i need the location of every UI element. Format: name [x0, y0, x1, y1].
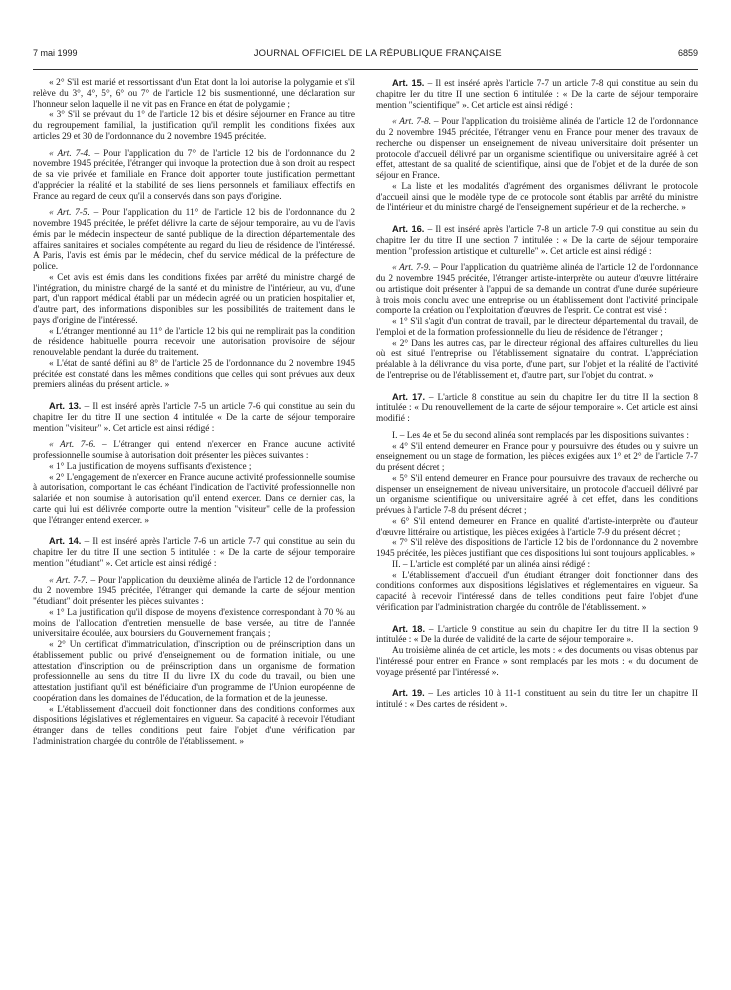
paragraph — [376, 224, 698, 257]
paragraph-text: « 2° L'engagement de n'exercer en France aucune activité professionnelle soumise à autorisation, comportant le cas échéant l'indication de l'activité professionnelle non salariée et non soumise à autorisation qu'il entend exercer. Dans ce dernier cas, la carte qui lui est délivrée comporte outre la mention "visiteur" celle de la profession que l'étranger entend exercer. » — [33, 472, 355, 526]
paragraph — [376, 339, 698, 382]
paragraph-text: – Il est inséré après l'article 7-6 un article 7-7 qui constitue au sein du chapitre Ier du titre II une section 5 intitulée : « De la carte de séjour temporaire mention "étudiant" ». Cet article est ainsi rédigé : — [33, 537, 355, 569]
paragraph — [33, 359, 355, 391]
paragraph — [376, 571, 698, 614]
paragraph-text: Au troisième alinéa de cet article, les mots : « des documents ou visas obtenus par l'intéressé pour entrer en France » sont remplacés par les mots : « du document de voyage présenté par l'intéressé ». — [376, 646, 698, 678]
paragraph — [376, 442, 698, 474]
paragraph — [33, 608, 355, 640]
paragraph — [33, 536, 355, 569]
paragraph — [376, 474, 698, 517]
paragraph — [33, 440, 355, 462]
paragraph-text: « 1° La justification qu'il dispose de moyens d'existence correspondant à 70 % au moins de l'allocation d'entretien mensuelle de base versée, au titre de l'année universitaire écoulée, aux boursiers du Gouvernement français ; — [33, 607, 355, 640]
paragraph-text: I. – Les 4e et 5e du second alinéa sont remplacés par les dispositions suivantes : — [392, 430, 689, 441]
article-heading: Art. 14. — [49, 536, 82, 547]
paragraph-text: – Pour l'application du deuxième alinéa de l'article 12 de l'ordonnance du 2 novembre 1945 précitée, l'étranger qui demande la carte de séjour mention "étudiant" doit présenter les pièces suivantes : — [33, 575, 355, 607]
paragraph-text: « Cet avis est émis dans les conditions fixées par arrêté du ministre chargé de l'intégration, du ministre chargé de la santé et du ministre de l'intérieur, au vu, d'une part, d'un rapport médical établi par un médecin agréé ou un praticien hospitalier et, d'autre part, des informations disponibles sur les possibilités de traitement dans le pays d'origine de l'intéressé. — [33, 272, 355, 326]
paragraph — [376, 560, 698, 571]
paragraph — [33, 705, 355, 748]
paragraph — [376, 182, 698, 214]
paragraph-text: « 2° Un certificat d'immatriculation, d'inscription ou de préinscription dans un établissement public ou privé d'enseignement ou de formation initiale, ou une attestation d'inscription ou de préinscription dans un organisme de formation professionnelle au sens du titre II du livre IX du code du travail, ou bien une attestation justifiant qu'il est bénéficiaire d'un programme de l'Union européenne de coopération dans les domaines de l'éducation, de la formation et de la jeunesse. — [33, 640, 355, 704]
paragraph-text: – Il est inséré après l'article 7-7 un article 7-8 qui constitue au sein du chapitre Ier du titre II une section 6 intitulée : « De la carte de séjour temporaire mention "scientifique" ». Cet article est ainsi rédigé : — [376, 79, 698, 111]
paragraph-text: « 6° S'il entend demeurer en France en qualité d'artiste-interprète ou d'auteur d'œuvre littéraire ou artistique, les pièces exigées à l'article 7-9 du présent décret ; — [376, 516, 698, 538]
paragraph-text: « L'établissement d'accueil doit fonctionner dans des conditions conformes aux dispositions législatives et réglementaires en vigueur. Sa capacité à recevoir l'étudiant étranger dans de telles conditions peut faire l'objet d'une vérification par l'administration chargée du contrôle de l'établissement. » — [33, 704, 355, 747]
left-column — [33, 78, 355, 748]
article-lead: « Art. 7-5. — [49, 208, 90, 219]
text-columns — [33, 78, 698, 748]
paragraph — [33, 273, 355, 327]
paragraph — [33, 327, 355, 359]
paragraph-text: « 1° La justification de moyens suffisants d'existence ; — [49, 461, 252, 472]
paragraph — [376, 624, 698, 647]
paragraph-text: – Il est inséré après l'article 7-5 un article 7-6 qui constitue au sein du chapitre Ier du titre II une section 4 intitulée « De la carte de séjour temporaire mention "visiteur" ». Cet article est ainsi rédigé : — [33, 402, 355, 434]
paragraph — [376, 646, 698, 678]
paragraph — [33, 640, 355, 705]
paragraph-text: « L'état de santé défini au 8° de l'article 25 de l'ordonnance du 2 novembre 1945 précitée est constaté dans les mêmes conditions que celles qui sont prévues aux deux premiers alinéas du présent article. » — [33, 358, 355, 391]
paragraph — [33, 110, 355, 142]
article-heading: Art. 17. — [392, 391, 426, 402]
paragraph-text: « La liste et les modalités d'agrément des organismes délivrant le protocole d'accueil ainsi que le modèle type de ce protocole sont établis par arrêté du ministre de l'intérieur et du ministre chargé de l'enseignement supérieur et de la recherche. » — [376, 181, 698, 214]
paragraph — [376, 392, 698, 425]
paragraph — [33, 473, 355, 527]
paragraph — [33, 78, 355, 110]
paragraph-text: « 5° S'il entend demeurer en France pour poursuivre des travaux de recherche ou dispenser un enseignement de niveau universitaire, un protocole d'accueil délivré par un organisme scientifique ou universitaire agréé à cet effet, dans les conditions prévues à l'article 7-8 du présent décret ; — [376, 473, 698, 516]
page-header — [33, 0, 698, 70]
article-lead: « Art. 7-6. — [49, 440, 96, 451]
paragraph — [33, 208, 355, 273]
paragraph — [376, 317, 698, 339]
paragraph-text: « L'étranger mentionné au 11° de l'article 12 bis qui ne remplirait pas la condition de résidence habituelle pourra recevoir une autorisation provisoire de séjour renouvelable pendant la durée du traitement. — [33, 326, 355, 358]
paragraph-text: – Pour l'application du quatrième alinéa de l'article 12 de l'ordonnance du 2 novembre 1945 précitée, l'étranger artiste-interprète ou auteur d'œuvre littéraire ou artistique doit présenter à l'appui de sa demande un contrat d'une durée supérieure à trois mois conclu avec une entreprise ou un établissement dont l'activité principale comporte la création ou l'exploitation d'œuvres de l'esprit. Ce contrat est visé : — [376, 263, 698, 317]
paragraph-text: – L'article 8 constitue au sein du chapitre Ier du titre II la section 8 intitulée : « Du renouvellement de la carte de séjour temporaire ». Cet article est ainsi modifié : — [376, 392, 698, 424]
paragraph-text: « 7° S'il relève des dispositions de l'article 12 bis de l'ordonnance du 2 novembre 1945 précitée, les pièces justifiant que ces dispositions lui sont toujours applicables. » — [376, 538, 698, 559]
page-number: 6859 — [677, 48, 698, 58]
article-heading: Art. 13. — [49, 401, 82, 411]
paragraph-text: – Pour l'application du 11° de l'article 12 bis de l'ordonnance du 2 novembre 1945 précitée, le préfet délivre la carte de séjour temporaire, au vu de l'avis émis par le médecin inspecteur de santé publique de la direction départementale des affaires sanitaires et sociales compétente au regard du lieu de résidence de l'intéressé. A Paris, l'avis est émis par le médecin, chef du service médical de la préfecture de police. — [33, 208, 355, 272]
paragraph-text: – L'article 9 constitue au sein du chapitre Ier du titre II la section 9 intitulée : « De la durée de validité de la carte de séjour temporaire ». — [376, 624, 698, 646]
article-heading: Art. 15. — [392, 78, 425, 88]
paragraph — [33, 401, 355, 434]
paragraph — [33, 576, 355, 608]
paragraph-text: – Les articles 10 à 11-1 constituent au sein du titre Ier un chapitre II intitulé : « Des cartes de résident ». — [376, 689, 698, 710]
paragraph — [376, 688, 698, 711]
issue-date: 7 mai 1999 — [33, 48, 78, 58]
paragraph — [376, 117, 698, 182]
paragraph — [376, 538, 698, 560]
article-heading: Art. 16. — [392, 224, 425, 234]
article-lead: « Art. 7-7. — [49, 575, 88, 586]
paragraph-text: – Pour l'application du 7° de l'article 12 bis de l'ordonnance du 2 novembre 1945 précitée, l'étranger qui invoque la protection due à son droit au respect de sa vie privée et familiale en France doit apporter toute justification permettant d'apprécier la réalité et la stabilité de ses liens personnels et familiaux effectifs en France au regard de ceux qu'il a conservés dans son pays d'origine. — [33, 148, 355, 202]
paragraph — [376, 517, 698, 539]
paragraph — [376, 78, 698, 111]
article-lead: « Art. 7-4. — [49, 148, 91, 159]
article-heading: Art. 18. — [392, 623, 426, 634]
paragraph-text: « 2° Dans les autres cas, par le directeur régional des affaires culturelles du lieu où est situé l'entreprise ou l'établissement signataire du contrat. L'appréciation préalable à la délivrance du visa porte, d'une part, sur l'objet et la réalité de l'activité de l'entreprise ou de l'établissement et, d'autre part, sur l'objet du contrat. » — [376, 338, 698, 381]
paragraph-text: « 3° S'il se prévaut du 1° de l'article 12 bis et désire séjourner en France au titre du regroupement familial, la justification qu'il remplit les conditions fixées aux articles 29 et 30 de l'ordonnance du 2 novembre 1945 précitée. — [33, 110, 355, 142]
paragraph-text: « L'établissement d'accueil d'un étudiant étranger doit fonctionner dans des conditions conformes aux dispositions législatives et réglementaires en vigueur. Sa capacité à recevoir l'intéressé dans de telles conditions peut faire l'objet d'une vérification par l'administration chargée du contrôle de l'établissement. » — [376, 570, 698, 613]
paragraph-text: – L'étranger qui entend n'exercer en France aucune activité professionnelle soumise à autorisation doit présenter les pièces suivantes : — [33, 440, 355, 461]
article-heading: Art. 19. — [392, 688, 425, 699]
paragraph-text: II. – L'article est complété par un alinéa ainsi rédigé : — [392, 559, 591, 570]
paragraph — [376, 431, 698, 442]
paragraph-text: – Pour l'application du troisième alinéa de l'article 12 de l'ordonnance du 2 novembre 1945 précitée, l'étranger venu en France pour mener des travaux de recherche ou dispenser un enseignement de niveau universitaire doit présenter un protocole d'accueil délivré par un organisme scientifique ou universitaire agréé à cet effet, attestant de sa qualité de scientifique, ainsi que de l'objet et de la durée de son séjour en France. — [376, 117, 698, 181]
paragraph-text: « 2° S'il est marié et ressortissant d'un Etat dont la loi autorise la polygamie et s'il relève du 3°, 4°, 5°, 6° ou 7° de l'article 12 bis susmentionné, une déclaration sur l'honneur selon laquelle il ne vit pas en France en état de polygamie ; — [33, 78, 355, 110]
journal-title: JOURNAL OFFICIEL DE LA RÉPUBLIQUE FRANÇAISE — [253, 48, 502, 59]
paragraph — [376, 263, 698, 317]
paragraph-text: « 1° S'il s'agit d'un contrat de travail, par le directeur départemental du travail, de l'emploi et de la formation professionnelle du lieu de résidence de l'étranger ; — [376, 317, 698, 338]
paragraph — [33, 149, 355, 203]
article-lead: « Art. 7-8. — [392, 117, 432, 128]
paragraph-text: – Il est inséré après l'article 7-8 un article 7-9 qui constitue au sein du chapitre Ier du titre II une section 7 intitulée : « De la carte de séjour temporaire mention "profession artistique et culturelle" ». Cet article est ainsi rédigé : — [376, 225, 698, 257]
article-lead: « Art. 7-9. — [392, 263, 431, 274]
paragraph — [33, 462, 355, 473]
paragraph-text: « 4° S'il entend demeurer en France pour y poursuivre des études ou y suivre un enseignement ou un stage de formation, les pièces exigées aux 1° et 2° de l'article 7-7 du présent décret ; — [376, 441, 698, 473]
right-column — [376, 78, 698, 748]
